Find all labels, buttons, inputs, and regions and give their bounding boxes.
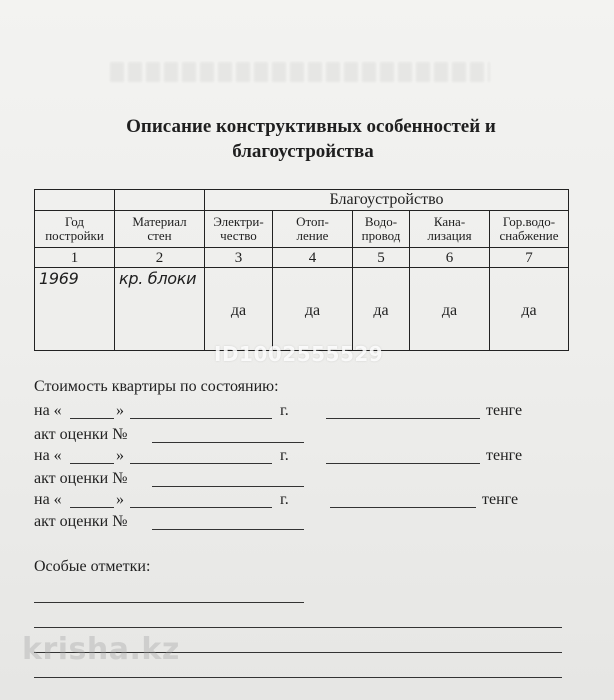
day-blank [70,418,114,419]
cell-electricity: да [205,268,273,351]
notes-line [34,627,562,628]
month-blank [130,463,272,464]
day-blank [70,507,114,508]
cost-heading: Стоимость квартиры по состоянию: [34,378,279,395]
act-number-blank [152,486,304,487]
col-header-year: Год постройки [35,211,115,248]
col-header-material: Материал стен [115,211,205,248]
construction-table [34,189,569,351]
act-number-blank [152,529,304,530]
document-title-line1: Описание конструктивных особенностей и [126,116,496,137]
notes-line [34,677,562,678]
column-number: 2 [115,248,205,268]
date-prefix: на « [34,447,62,464]
cell-hot-water: да [490,268,569,351]
year-suffix: г. [280,491,289,508]
date-quote-close: » [116,491,124,508]
amount-blank [326,418,480,419]
valuation-act-label: акт оценки № [34,426,128,443]
group-header-improvements: Благоустройство [205,190,569,211]
col-header-electricity: Электри- чество [205,211,273,248]
special-notes-label: Особые отметки: [34,558,151,575]
notes-line [34,602,304,603]
amount-blank [326,463,480,464]
valuation-act-label: акт оценки № [34,470,128,487]
column-number: 3 [205,248,273,268]
cell-wall-material: кр. блоки [115,268,205,351]
listing-id-watermark: ID1002555529 [214,342,384,366]
currency-label: тенге [482,491,519,508]
date-quote-close: » [116,402,124,419]
col-header-sewerage: Кана- лизация [410,211,490,248]
col-header-water: Водо- провод [353,211,410,248]
month-blank [130,507,272,508]
date-prefix: на « [34,491,62,508]
amount-blank [330,507,476,508]
cell-year-built: 1969 [35,268,115,351]
column-number: 4 [273,248,353,268]
currency-label: тенге [486,447,523,464]
date-prefix: на « [34,402,62,419]
month-blank [130,418,272,419]
column-number: 1 [35,248,115,268]
col-header-hot-water: Гор.водо- снабжение [490,211,569,248]
column-number: 7 [490,248,569,268]
col-header-heating: Отоп- ление [273,211,353,248]
day-blank [70,463,114,464]
currency-label: тенге [486,402,523,419]
faded-header-text [110,62,490,82]
year-suffix: г. [280,447,289,464]
cell-water-supply: да [353,268,410,351]
header-empty-2 [115,190,205,211]
document-title-line2: благоустройства [232,141,374,162]
cell-heating: да [273,268,353,351]
site-watermark: krisha.kz [22,632,180,667]
date-quote-close: » [116,447,124,464]
column-number: 5 [353,248,410,268]
cell-sewerage: да [410,268,490,351]
valuation-act-label: акт оценки № [34,513,128,530]
column-number: 6 [410,248,490,268]
act-number-blank [152,442,304,443]
year-suffix: г. [280,402,289,419]
header-empty-1 [35,190,115,211]
